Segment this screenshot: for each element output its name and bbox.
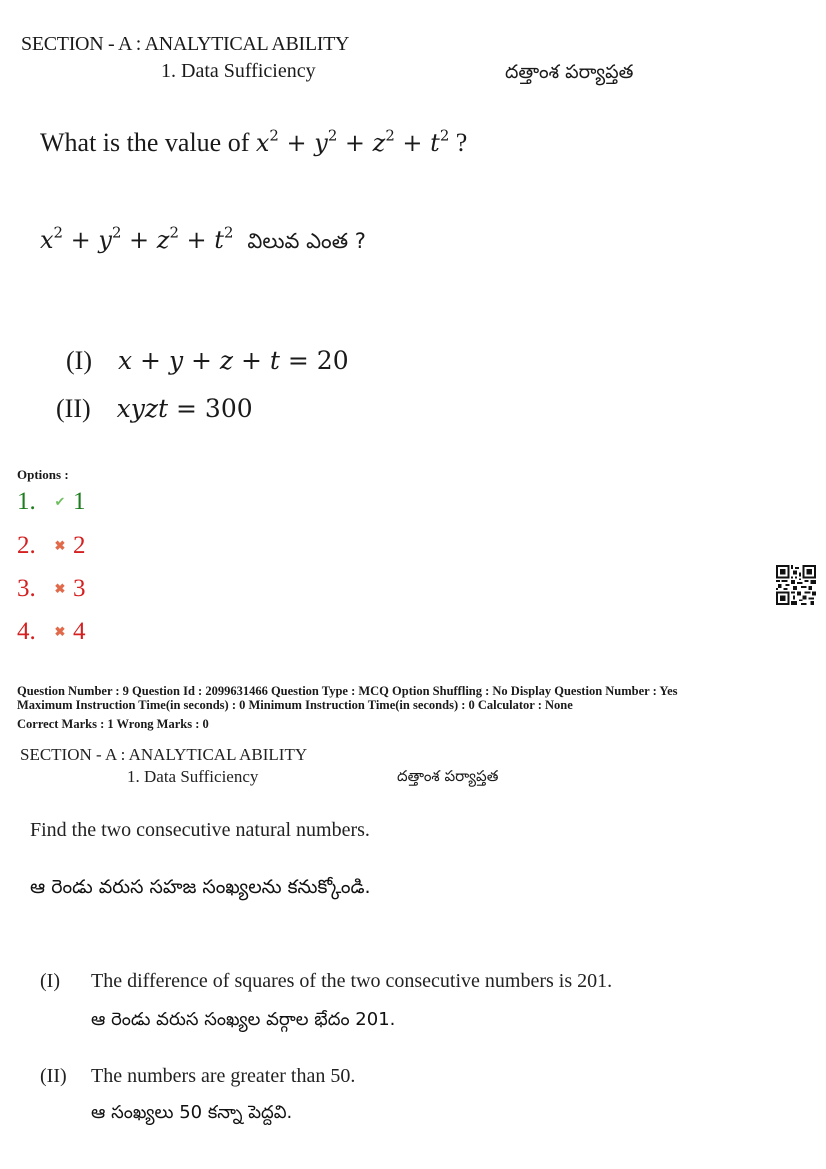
option-value: 3 xyxy=(73,575,86,602)
q2-statement-2-en: The numbers are greater than 50. xyxy=(91,1065,356,1087)
option-value: 1 xyxy=(73,488,86,515)
cross-icon: ✖ xyxy=(54,624,66,639)
subsection-title-telugu-2: దత్తాంశ పర్యాప్తత xyxy=(397,767,499,785)
subsection-title-telugu: దత్తాంశ పర్యాప్తత xyxy=(505,61,634,83)
question2-prompt-en: Find the two consecutive natural numbers. xyxy=(30,819,370,841)
option-1[interactable] xyxy=(17,488,86,516)
cross-icon: ✖ xyxy=(54,581,66,596)
statement-2 xyxy=(56,394,253,424)
option-number: 3. xyxy=(17,575,36,602)
prompt-math: $x^2 + y^2 + z^2 + t^2$ xyxy=(255,126,450,157)
q2-statement-2-te: ఆ సంఖ్యలు 50 కన్నా పెద్దవి. xyxy=(91,1102,293,1123)
question-metadata-line2: Maximum Instruction Time(in seconds) : 0 Minimum Instruction Time(in seconds) : 0 Calculator : None xyxy=(17,698,573,712)
statement-1 xyxy=(66,346,349,376)
option-number: 4. xyxy=(17,618,36,645)
q2-statement-1-label: (I) xyxy=(40,970,60,992)
option-number: 2. xyxy=(17,532,36,559)
subsection-title: 1. Data Sufficiency xyxy=(161,60,316,82)
q2-statement-1-te: ఆ రెండు వరుస సంఖ్యల వర్గాల భేదం 201. xyxy=(91,1009,396,1030)
statement-expression: xyzt = 300 xyxy=(116,394,253,423)
question-prompt-te xyxy=(40,223,366,259)
question-marks: Correct Marks : 1 Wrong Marks : 0 xyxy=(17,717,209,731)
section-title: SECTION - A : ANALYTICAL ABILITY xyxy=(21,33,350,55)
option-value: 4 xyxy=(73,618,86,645)
option-value: 2 xyxy=(73,532,86,559)
question2-prompt-te: ఆ రెండు వరుస సహజ సంఖ్యలను కనుక్కోండి. xyxy=(30,876,371,898)
statement-label: (II) xyxy=(56,394,91,423)
statement-expression: x + y + z + t = 20 xyxy=(117,346,349,375)
qr-code-icon xyxy=(775,565,817,605)
cross-icon: ✖ xyxy=(54,538,66,553)
check-icon: ✔ xyxy=(54,494,66,509)
prompt-text: What is the value of xyxy=(40,128,250,157)
option-2[interactable] xyxy=(17,532,86,560)
q2-statement-1-en: The difference of squares of the two consecutive numbers is 201. xyxy=(91,970,613,992)
subsection-title-2: 1. Data Sufficiency xyxy=(127,767,259,786)
prompt-math-te: $x^2 + y^2 + z^2 + t^2$ xyxy=(40,223,234,254)
prompt-question-mark: ? xyxy=(455,128,468,157)
option-4[interactable] xyxy=(17,618,86,646)
prompt-te-text: విలువ ఎంత ? xyxy=(247,229,366,253)
option-number: 1. xyxy=(17,488,36,515)
q2-statement-2-label: (II) xyxy=(40,1065,67,1087)
question-prompt-en xyxy=(40,128,467,158)
question-metadata-line1: Question Number : 9 Question Id : 2099631466 Question Type : MCQ Option Shuffling : No Display Question Number : Yes xyxy=(17,684,678,698)
options-label: Options : xyxy=(17,467,69,482)
statement-label: (I) xyxy=(66,346,92,375)
option-3[interactable] xyxy=(17,575,86,603)
section-title-2: SECTION - A : ANALYTICAL ABILITY xyxy=(20,745,308,764)
